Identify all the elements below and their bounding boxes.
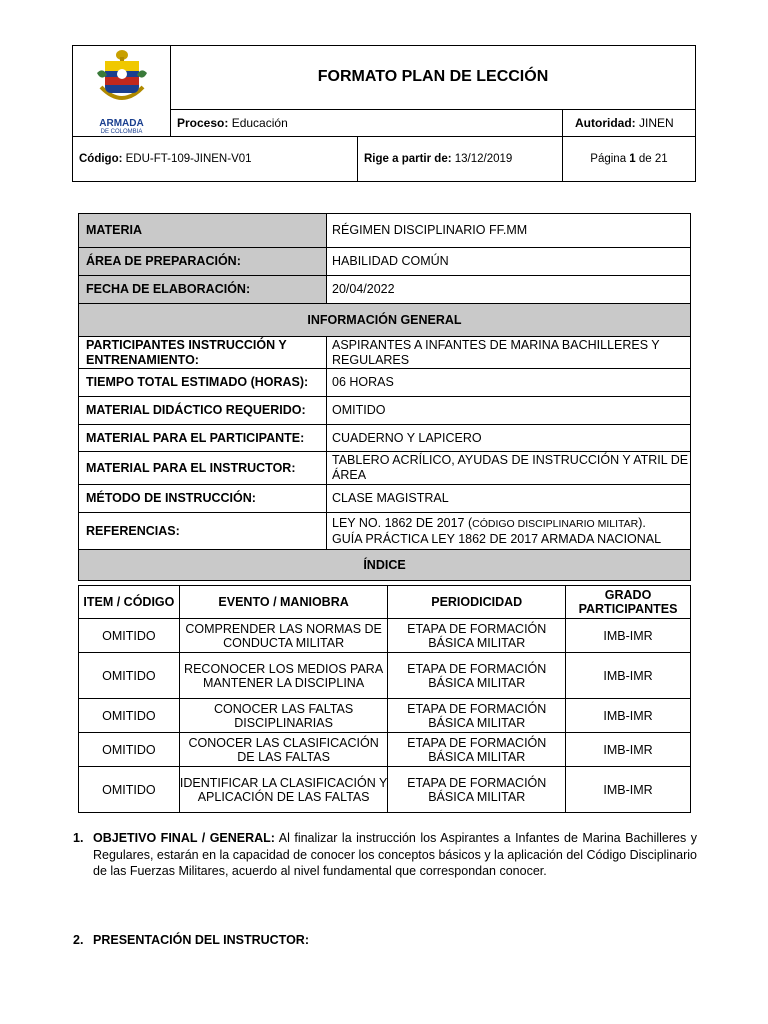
table-cell: ETAPA DE FORMACIÓN BÁSICA MILITAR: [388, 733, 566, 767]
codigo-value: EDU-FT-109-JINEN-V01: [125, 153, 252, 165]
codigo-label: Código:: [79, 153, 123, 165]
autoridad-value: JINEN: [639, 115, 674, 130]
rige-cell: [358, 137, 563, 182]
autoridad-label: Autoridad:: [575, 115, 636, 130]
metodo-value: CLASE MAGISTRAL: [327, 485, 691, 513]
referencias-value: [327, 513, 691, 550]
referencias-line-2: GUÍA PRÁCTICA LEY 1862 DE 2017 ARMADA NACIONAL: [332, 531, 662, 546]
pagina-label: Página: [590, 153, 627, 165]
instructor-material-value: TABLERO ACRÍLICO, AYUDAS DE INSTRUCCIÓN Y ATRIL DE ÁREA: [327, 452, 691, 485]
table-cell: COMPRENDER LAS NORMAS DE CONDUCTA MILITAR: [179, 619, 388, 653]
participante-material-value: CUADERNO Y LAPICERO: [327, 425, 691, 452]
logo-subtext: DE COLOMBIA: [100, 128, 143, 135]
index-header-row: [79, 586, 691, 619]
table-cell: CONOCER LAS FALTAS DISCIPLINARIAS: [179, 699, 388, 733]
referencias-line-1: [332, 516, 690, 532]
tiempo-label: TIEMPO TOTAL ESTIMADO (HORAS):: [79, 369, 327, 397]
table-cell: IDENTIFICAR LA CLASIFICACIÓN Y APLICACIÓN DE LAS FALTAS: [179, 767, 388, 813]
didactico-label: MATERIAL DIDÁCTICO REQUERIDO:: [79, 397, 327, 425]
materia-value: RÉGIMEN DISCIPLINARIO FF.MM: [327, 214, 691, 248]
section-2-number: 2.: [73, 933, 84, 947]
table-cell: OMITIDO: [79, 767, 180, 813]
table-cell: OMITIDO: [79, 653, 180, 699]
referencias-line-1-c: ).: [638, 515, 646, 530]
section-1-number: 1.: [73, 831, 84, 845]
table-cell: ETAPA DE FORMACIÓN BÁSICA MILITAR: [388, 699, 566, 733]
pagina-cell: [563, 137, 696, 182]
pagina-total: 21: [654, 153, 668, 165]
autoridad-cell: [563, 109, 696, 136]
table-row: [79, 653, 691, 699]
table-cell: IMB-IMR: [566, 699, 691, 733]
area-value: HABILIDAD COMÚN: [327, 248, 691, 276]
fecha-label: FECHA DE ELABORACIÓN:: [79, 276, 327, 304]
proceso-label: Proceso:: [177, 115, 229, 130]
participantes-label: PARTICIPANTES INSTRUCCIÓN Y ENTRENAMIENTO:: [79, 337, 327, 369]
proceso-cell: [171, 109, 563, 136]
document-header: [72, 45, 696, 182]
section-1-paragraph: [93, 830, 697, 880]
referencias-label: REFERENCIAS:: [79, 513, 327, 550]
index-header-grado: GRADO PARTICIPANTES: [566, 586, 691, 619]
materia-label: MATERIA: [79, 214, 327, 248]
section-2-heading: PRESENTACIÓN DEL INSTRUCTOR:: [93, 933, 309, 947]
pagina-de: de: [638, 153, 652, 165]
rige-label: Rige a partir de:: [364, 153, 452, 165]
table-row: [79, 619, 691, 653]
table-cell: ETAPA DE FORMACIÓN BÁSICA MILITAR: [388, 619, 566, 653]
codigo-cell: [73, 137, 358, 182]
navy-crest-icon: [91, 47, 153, 119]
index-table: [78, 585, 691, 813]
table-cell: RECONOCER LOS MEDIOS PARA MANTENER LA DISCIPLINA: [179, 653, 388, 699]
area-label: ÁREA DE PREPARACIÓN:: [79, 248, 327, 276]
metodo-label: MÉTODO DE INSTRUCCIÓN:: [79, 485, 327, 513]
index-header-item: ITEM / CÓDIGO: [79, 586, 180, 619]
table-cell: ETAPA DE FORMACIÓN BÁSICA MILITAR: [388, 767, 566, 813]
logo-cell: [73, 46, 171, 137]
table-cell: CONOCER LAS CLASIFICACIÓN DE LAS FALTAS: [179, 733, 388, 767]
section-1-heading: OBJETIVO FINAL / GENERAL:: [93, 831, 275, 845]
referencias-line-1-b: CÓDIGO DISCIPLINARIO MILITAR: [472, 517, 639, 530]
pagina-number: 1: [629, 153, 636, 165]
table-cell: IMB-IMR: [566, 653, 691, 699]
table-cell: IMB-IMR: [566, 619, 691, 653]
table-cell: OMITIDO: [79, 733, 180, 767]
table-cell: IMB-IMR: [566, 767, 691, 813]
table-cell: OMITIDO: [79, 619, 180, 653]
participantes-value: ASPIRANTES A INFANTES DE MARINA BACHILLERES Y REGULARES: [327, 337, 691, 369]
proceso-value: Educación: [231, 115, 288, 130]
participante-material-label: MATERIAL PARA EL PARTICIPANTE:: [79, 425, 327, 452]
fecha-value: 20/04/2022: [327, 276, 691, 304]
rige-value: 13/12/2019: [454, 153, 513, 165]
table-row: [79, 699, 691, 733]
table-row: [79, 767, 691, 813]
logo-text: ARMADA: [99, 117, 144, 129]
referencias-line-1-a: LEY NO. 1862 DE 2017 (: [332, 515, 473, 530]
index-header-periodicidad: PERIODICIDAD: [388, 586, 566, 619]
document-title: FORMATO PLAN DE LECCIÓN: [171, 46, 696, 110]
tiempo-value: 06 HORAS: [327, 369, 691, 397]
didactico-value: OMITIDO: [327, 397, 691, 425]
table-cell: ETAPA DE FORMACIÓN BÁSICA MILITAR: [388, 653, 566, 699]
general-section-header: INFORMACIÓN GENERAL: [79, 304, 691, 337]
table-cell: OMITIDO: [79, 699, 180, 733]
indice-section-header: ÍNDICE: [79, 550, 691, 581]
instructor-material-label: MATERIAL PARA EL INSTRUCTOR:: [79, 452, 327, 485]
table-cell: IMB-IMR: [566, 733, 691, 767]
lesson-info-table: [78, 213, 691, 581]
index-header-evento: EVENTO / MANIOBRA: [179, 586, 388, 619]
table-row: [79, 733, 691, 767]
section-1-text: Al finalizar la instrucción los Aspirantes a Infantes de Marina Bachilleres y Regulares, estarán en la capacidad de conocer los conceptos básicos y la aplicación del Código Disciplinario de las Fuerzas Militares, acuerdo al nivel fundamental que correspondan conocer.: [93, 831, 697, 878]
